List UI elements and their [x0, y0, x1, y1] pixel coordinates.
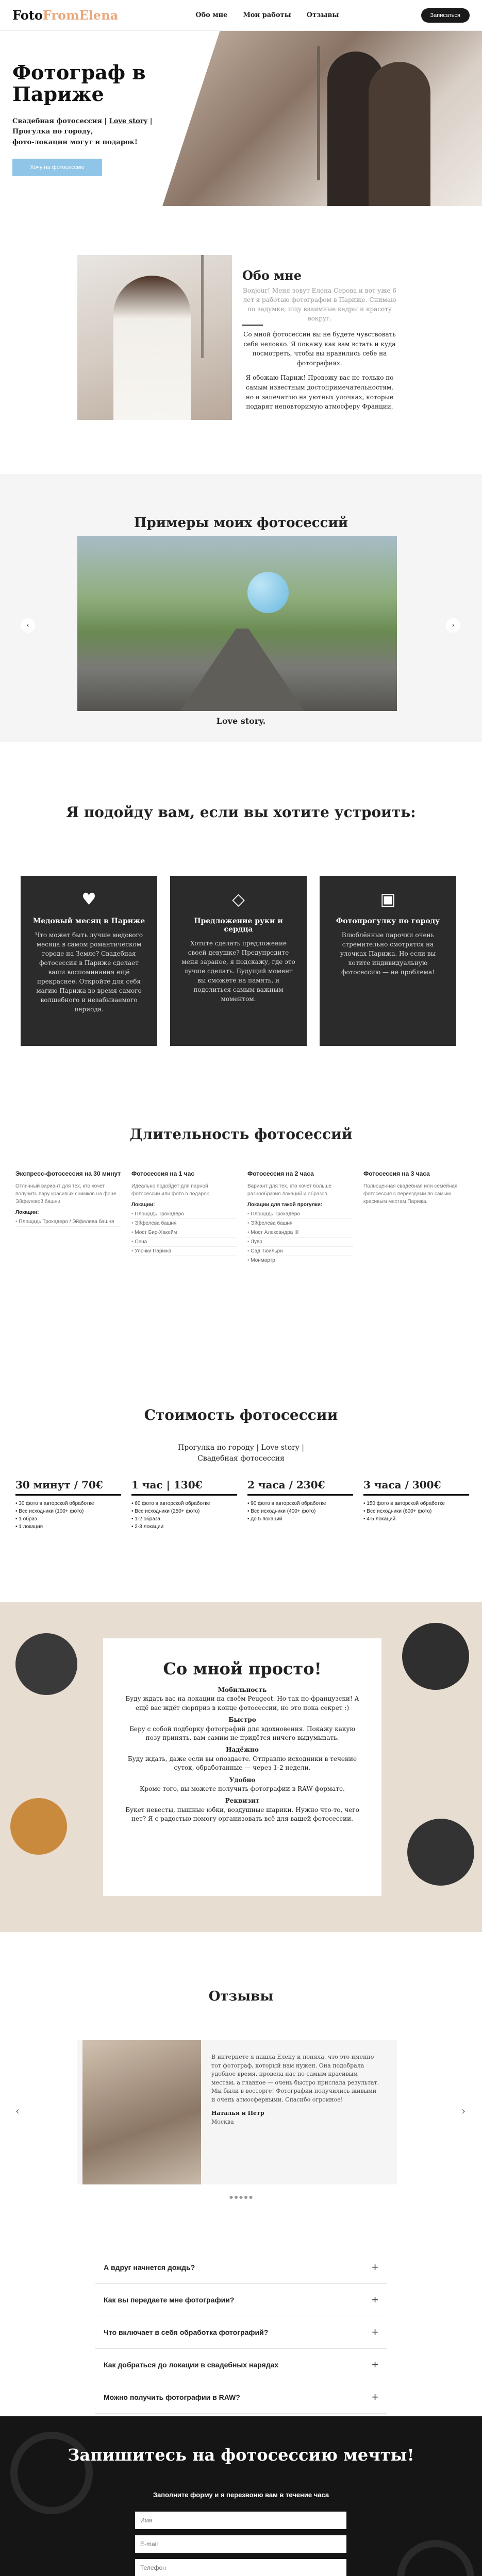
photo-icon: ▣: [380, 889, 396, 909]
hero-title: Фотограф в Париже: [12, 61, 146, 106]
about-lead: Bonjour! Меня зовут Елена Серова и вот уже 6 лет я работаю фотографом в Париже. Снимаю по задумке, ищу взаимные кадры и красоту вокруг.: [243, 287, 396, 322]
gallery-prev-arrow-icon[interactable]: ‹: [21, 618, 35, 633]
examples-section: [0, 474, 482, 742]
signup-subtitle: Заполните форму и я перезвоню вам в течение часа: [153, 2491, 329, 2499]
price-col-2h: 2 часа / 230€ • 90 фото в авторской обработке • Все исходники (400+ фото) • до 5 локаций: [247, 1479, 353, 1531]
review-next-arrow-icon[interactable]: ›: [461, 2105, 466, 2117]
balloons-shape: [247, 572, 289, 613]
faq-item[interactable]: Можно получить фотографии в RAW? +: [95, 2381, 387, 2414]
duration-col-3h: Фотосессия на 3 часа Полноценная свадебная или семейная фотосессия с переездами по самым красивым местам Парижа.: [363, 1170, 458, 1205]
price-section: [0, 1365, 482, 1602]
suit-card-honeymoon: ♥ Медовый месяц в Париже Что может быть лучше медового месяца в самом романтическом городе на Земле? Свадебная фотосессия в Париже сделает ваши воспоминания ещё прекраснее. Откройте для себя магию Парижа во время самого волшебного и незабываемого периода.: [21, 876, 157, 1046]
easy-title: Со мной просто!: [163, 1659, 322, 1679]
examples-title: Примеры моих фотосессий: [134, 515, 348, 531]
about-title: Обо мне: [242, 268, 302, 283]
faq-item[interactable]: А вдруг начнется дождь? +: [95, 2251, 387, 2284]
duration-col-30min: Экспресс-фотосессия на 30 минут Отличный вариант для тех, кто хочет получить пару красивых снимков на фоне Эйфелевой башни. Локации: • Площадь Трокадеро / Эйфелева башня: [15, 1170, 121, 1265]
suits-cards: [21, 876, 456, 1046]
signup-section: [0, 2416, 482, 2576]
duration-col-1h: Фотосессия на 1 час Идеально подойдёт для парной фотосессии или фото в подарок. Локации: • Площадь Трокадеро • Эйфелева башня • Мост Бир-Хакейм • Сена • Улочки Парижа: [131, 1170, 237, 1265]
review-photo: [82, 2040, 201, 2184]
nav-link-reviews[interactable]: Отзывы: [306, 11, 339, 19]
camera-lens-shape: [10, 2432, 93, 2514]
nav-signup-button[interactable]: Записаться: [421, 8, 470, 23]
price-title: Стоимость фотосессии: [144, 1406, 338, 1423]
name-field[interactable]: [135, 2512, 346, 2529]
couple-figure-right: [369, 62, 430, 206]
hero-photo: [162, 31, 482, 206]
nav-link-works[interactable]: Мои работы: [243, 11, 291, 19]
plus-icon: +: [372, 2358, 378, 2371]
camera-lens-shape: [397, 2540, 474, 2576]
about-photo: [77, 255, 232, 420]
camera-lens-shape: [402, 1623, 469, 1690]
hero-text: [12, 62, 177, 176]
nav-links: [195, 11, 339, 19]
suits-section: [0, 742, 482, 1077]
heart-icon: ♥: [81, 889, 96, 909]
suit-card-walk: ▣ Фотопрогулку по городу Влюблённые парочки очень стремительно смотрятся на улочках Парижа. Но если вы хотите индивидуальную фотосессию — не проблема!: [320, 876, 456, 1046]
road-shape: [180, 629, 304, 711]
faq-section: [0, 2221, 482, 2416]
coffee-cup-shape: [10, 1798, 67, 1855]
suit-card-proposal: ◇ Предложение руки и сердца Хотите сделать предложение своей девушке? Предупредите меня заранее, я подскажу, где это лучше сделать. Будущий момент вы сможете на память, и поделиться самым важным моментом.: [170, 876, 307, 1046]
review-author-city: Москва: [211, 2118, 234, 2125]
love-story-link[interactable]: Love story: [109, 117, 148, 125]
ring-icon: ◇: [232, 889, 245, 909]
duration-title: Длительность фотосессий: [129, 1126, 353, 1143]
top-nav: [0, 0, 482, 31]
price-subtitle: Прогулка по городу | Love story | Свадебная фотосессия: [178, 1444, 304, 1463]
photographer-figure: [113, 276, 191, 420]
hero-subtitle: Свадебная фотосессия | Love story | Прогулка по городу, фото-локации могут и подарок!: [12, 117, 153, 147]
locations-list: • Площадь Трокадеро • Эйфелева башня • Мост Александра III • Лувр • Сад Тюильри • Монмартр: [247, 1210, 353, 1265]
price-columns: [15, 1479, 469, 1531]
divider: [242, 325, 263, 326]
faq-item[interactable]: Что включает в себя обработка фотографий? +: [95, 2316, 387, 2349]
gallery-slide[interactable]: [77, 536, 397, 711]
email-field[interactable]: [135, 2535, 346, 2553]
easy-section: [0, 1602, 482, 1932]
plus-icon: +: [372, 2293, 378, 2306]
price-col-30min: 30 минут / 70€ • 30 фото в авторской обработке • Все исходники (100+ фото) • 1 образ • 1 локация: [15, 1479, 121, 1531]
gallery-next-arrow-icon[interactable]: ›: [446, 618, 460, 633]
reviews-title: Отзывы: [208, 1989, 274, 2004]
easy-card: [103, 1638, 381, 1896]
signup-title: Запишитесь на фотосессию мечты!: [68, 2445, 414, 2465]
logo[interactable]: FotoFromElena: [12, 8, 119, 23]
review-text: В интернете я нашла Елену и поняла, что это именно тот фотограф, который нам нужен. Она подобрала удобное время, провела нас по самым красивым местам, а главное — очень быстро прислала результат. Мы были в восторге! Фотографии получились живыми и очень атмосферными. Спасибо огромное! Наталья и Петр Москва: [211, 2053, 381, 2126]
nav-link-about[interactable]: Обо мне: [195, 11, 228, 19]
camera-lens-shape: [407, 1819, 474, 1886]
review-author: Наталья и Петр: [211, 2110, 264, 2116]
faq-list: [95, 2251, 387, 2414]
duration-col-2h: Фотосессия на 2 часа Вариант для тех, кто хочет больше разнообразия локаций и образов. Локации для такой прогулки: • Площадь Трокадеро • Эйфелева башня • Мост Александра III • Лувр • Сад Тюильри • Монмартр: [247, 1170, 353, 1265]
about-section: [0, 206, 482, 474]
review-prev-arrow-icon[interactable]: ‹: [15, 2105, 20, 2117]
hero-cta-button[interactable]: Хочу на фотосессию: [12, 159, 102, 176]
duration-section: [0, 1077, 482, 1365]
price-col-3h: 3 часа / 300€ • 150 фото в авторской обработке • Все исходники (600+ фото) • 4-5 локаций: [363, 1479, 469, 1531]
plus-icon: +: [372, 2261, 378, 2274]
plus-icon: +: [372, 2391, 378, 2403]
price-col-1h: 1 час | 130€ • 60 фото в авторской обработке • Все исходники (250+ фото) • 1-2 образа • 2-3 локации: [131, 1479, 237, 1531]
locations-list: • Площадь Трокадеро / Эйфелева башня: [15, 1217, 121, 1227]
duration-columns: [15, 1170, 469, 1265]
faq-item[interactable]: Как вы передаете мне фотографии? +: [95, 2284, 387, 2316]
review-card: [77, 2040, 397, 2184]
eiffel-tower-shape: [317, 46, 320, 180]
hero-section: [0, 31, 482, 206]
eiffel-tower-shape: [201, 255, 204, 358]
plus-icon: +: [372, 2326, 378, 2338]
slide-caption: Love story.: [216, 716, 266, 726]
locations-list: • Площадь Трокадеро • Эйфелева башня • Мост Бир-Хакейм • Сена • Улочки Парижа: [131, 1210, 237, 1256]
easy-text: Мобильность Буду ждать вас на локации на своём Peugeot. Но так по-французски! А ещё вас ждёт сюрприз в конце фотосессии, но это пока секрет :) Быстро Беру с собой подборку фотографий для вдохновения. Покажу какую позу принять, вам самим не придётся ничего выдумывать. Надёжно Буду ждать, даже если вы опоздаете. Отправлю исходники в течение суток, обработанные — через 1-2 недели. Удобно Кроме того, вы можете получить фотографии в RAW формате. Реквизит Букет невесты, пышные юбки, воздушные шарики. Нужно что-то, чего нет? Я с радостью помогу организовать всё для вашей фотосессии.: [125, 1686, 359, 1823]
reviews-section: [0, 1932, 482, 2221]
faq-item[interactable]: Как добраться до локации в свадебных нарядах +: [95, 2349, 387, 2381]
camera-lens-shape: [15, 1633, 77, 1695]
suits-title: Я подойду вам, если вы хотите устроить:: [66, 804, 416, 821]
review-pagination-dots[interactable]: ● ● ● ● ●: [229, 2195, 253, 2199]
about-text: Со мной фотосессии вы не будете чувствовать себя неловко. Я покажу как вам встать и куда посмотреть, чтобы вы нравились себе на фотографиях. Я обожаю Париж! Провожу вас не только по самым известным достопримечательностям, но и запечатлю на уютных улочках, которые подарят неповторимую атмосферу Франции.: [243, 331, 396, 411]
phone-field[interactable]: [135, 2559, 346, 2576]
signup-form: [135, 2512, 346, 2576]
